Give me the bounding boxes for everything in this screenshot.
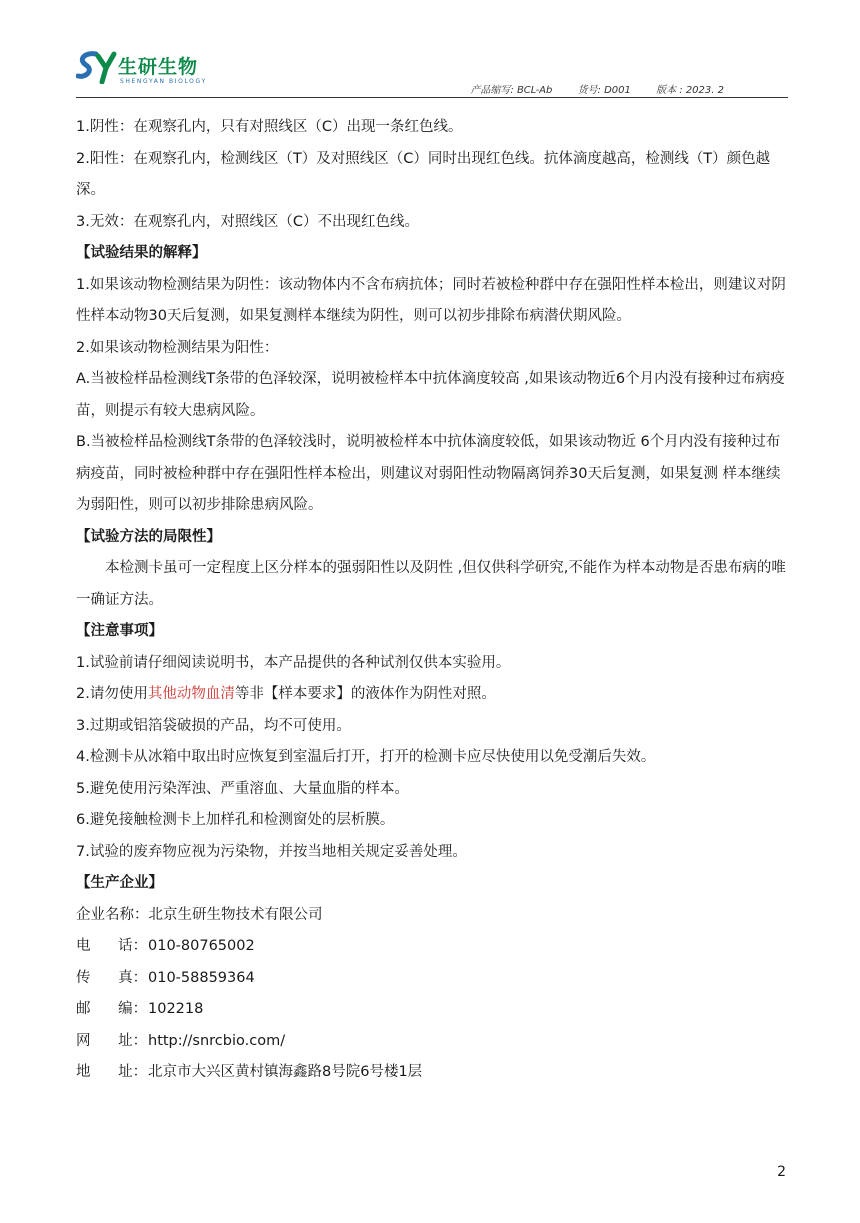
fax-value: 010-58859364	[148, 969, 255, 986]
note-item: 1.试验前请仔细阅读说明书，本产品提供的各种试剂仅供本实验用。	[76, 654, 511, 671]
version: 版本 : 2023. 2	[656, 85, 724, 96]
page-header	[76, 46, 788, 98]
result-invalid: 3.无效：在观察孔内，对照线区（C）不出现红色线。	[76, 213, 419, 230]
document-body	[76, 112, 788, 1089]
interpretation-item: 2.如果该动物检测结果为阳性：	[76, 339, 279, 356]
note-item: 7.试验的废弃物应视为污染物，并按当地相关规定妥善处理。	[76, 843, 467, 860]
company-name-label: 企业名称：	[76, 906, 149, 923]
limitation-text: 本检测卡虽可一定程度上区分样本的强弱阳性以及阴性 ,但仅供科学研究,不能作为样本动物是否患布病的唯一确证方法。	[76, 560, 786, 608]
interpretation-item: 1.如果该动物检测结果为阴性：该动物体内不含布病抗体；同时若被检种群中存在强阳性样本检出，则建议对阴性样本动物30天后复测，如果复测样本继续为阴性，则可以初步排除布病潜伏期风险。	[76, 276, 786, 324]
interpretation-item: B.当被检样品检测线T条带的色泽较浅时，说明被检样本中抗体滴度较低，如果该动物近 6个月内没有接种过布病疫苗，同时被检种群中存在强阳性样本检出，则建议对弱阳性动物隔离饲养30天后复测，如果复测 样本继续为弱阳性，则可以初步排除患病风险。	[76, 434, 781, 513]
product-meta	[448, 81, 724, 96]
company-name-row	[76, 900, 788, 932]
company-fax-row	[76, 963, 788, 995]
note-item: 4.检测卡从冰箱中取出时应恢复到室温后打开，打开的检测卡应尽快使用以免受潮后失效。	[76, 749, 656, 765]
logo-en-text: SHENGYAN BIOLOGY	[120, 78, 207, 85]
note-text: 2.请勿使用	[76, 686, 148, 702]
header-divider	[76, 97, 788, 98]
notes-heading: 【注意事项】	[76, 623, 163, 639]
interpretation-item: A.当被检样品检测线T条带的色泽较深，说明被检样本中抗体滴度较高 ,如果该动物近6个月内没有接种过布病疫苗，则提示有较大患病风险。	[76, 371, 785, 419]
product-abbr: 产品缩写: BCL-Ab	[470, 85, 553, 96]
company-web-row	[76, 1026, 788, 1058]
catalog-no: 货号: D001	[577, 85, 631, 96]
page-number: 2	[777, 1164, 786, 1180]
note-text: 等非【样本要求】的液体作为阴性对照。	[234, 686, 496, 702]
web-label: 网 址：	[76, 1032, 148, 1049]
zip-label: 邮 编：	[76, 1001, 148, 1017]
addr-value: 北京市大兴区黄村镇海鑫路8号院6号楼1层	[148, 1064, 423, 1080]
note-item: 5.避免使用污染浑浊、严重溶血、大量血脂的样本。	[76, 780, 409, 797]
web-link[interactable]: http://snrcbio.com/	[148, 1032, 286, 1049]
company-heading: 【生产企业】	[76, 875, 163, 891]
company-zip-row	[76, 994, 788, 1026]
tel-label: 电 话：	[76, 938, 148, 954]
result-positive: 2.阳性：在观察孔内，检测线区（T）及对照线区（C）同时出现红色线。抗体滴度越高，检测线（T）颜色越深。	[76, 150, 771, 198]
note-item: 6.避免接触检测卡上加样孔和检测窗处的层析膜。	[76, 812, 395, 828]
shengyan-logo-icon	[76, 48, 120, 84]
note-highlight: 其他动物血清	[147, 686, 235, 702]
company-tel-row	[76, 931, 788, 963]
note-item	[76, 679, 788, 711]
tel-value: 010-80765002	[148, 938, 255, 954]
limitation-heading: 【试验方法的局限性】	[76, 528, 221, 545]
company-name: 北京生研生物技术有限公司	[148, 906, 323, 923]
result-negative: 1.阴性：在观察孔内，只有对照线区（C）出现一条红色线。	[76, 119, 463, 135]
company-addr-row	[76, 1057, 788, 1089]
zip-value: 102218	[148, 1001, 204, 1017]
fax-label: 传 真：	[76, 969, 148, 986]
note-item: 3.过期或铝箔袋破损的产品，均不可使用。	[76, 717, 351, 734]
interpretation-heading: 【试验结果的解释】	[76, 245, 207, 261]
logo-cn-text: 生研生物	[118, 56, 199, 78]
addr-label: 地 址：	[76, 1064, 148, 1080]
